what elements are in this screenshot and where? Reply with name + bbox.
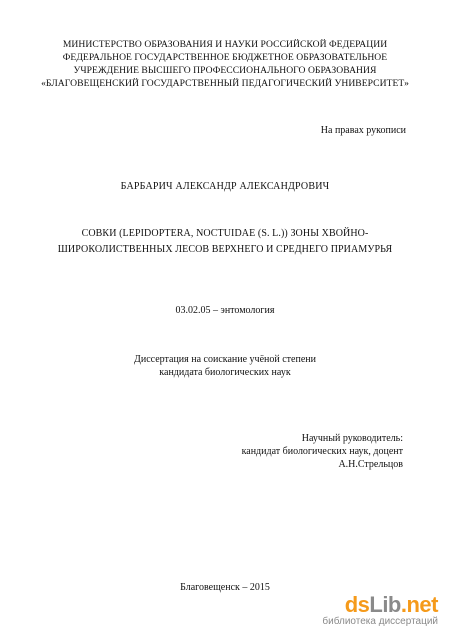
place-and-year: Благовещенск – 2015 [180,582,270,593]
institution-line-establishment: УЧРЕЖДЕНИЕ ВЫСШЕГО ПРОФЕССИОНАЛЬНОГО ОБРАЗОВАНИЯ [73,65,377,76]
dslib-watermark [322,592,438,628]
institution-line-federal: ФЕДЕРАЛЬНОЕ ГОСУДАРСТВЕННОЕ БЮДЖЕТНОЕ ОБРАЗОВАТЕЛЬНОЕ [62,52,388,63]
degree-line-1: Диссертация на соискание учёной степени [134,354,316,365]
dslib-logo: dsLib.net [344,592,438,617]
supervisor-name: А.Н.Стрельцов [338,459,403,470]
supervisor-credentials: кандидат биологических наук, доцент [241,446,403,457]
specialty-code: 03.02.05 – энтомология [175,305,275,316]
degree-line-2: кандидата биологических наук [159,367,291,378]
dslib-caption: библиотека диссертаций [322,616,438,627]
author-name: БАРБАРИЧ АЛЕКСАНДР АЛЕКСАНДРОВИЧ [120,181,330,192]
dissertation-title-line-2: ШИРОКОЛИСТВЕННЫХ ЛЕСОВ ВЕРХНЕГО И СРЕДНЕГО ПРИАМУРЬЯ [57,244,393,255]
institution-line-ministry: МИНИСТЕРСТВО ОБРАЗОВАНИЯ И НАУКИ РОССИЙСКОЙ ФЕДЕРАЦИИ [62,39,388,50]
institution-line-university: «БЛАГОВЕЩЕНСКИЙ ГОСУДАРСТВЕННЫЙ ПЕДАГОГИЧЕСКИЙ УНИВЕРСИТЕТ» [41,78,409,89]
manuscript-note: На правах рукописи [320,125,406,136]
dissertation-title-line-1: СОВКИ (LEPIDOPTERA, NOCTUIDAE (S. L.)) ЗОНЫ ХВОЙНО- [81,228,369,239]
supervisor-label: Научный руководитель: [301,433,403,444]
